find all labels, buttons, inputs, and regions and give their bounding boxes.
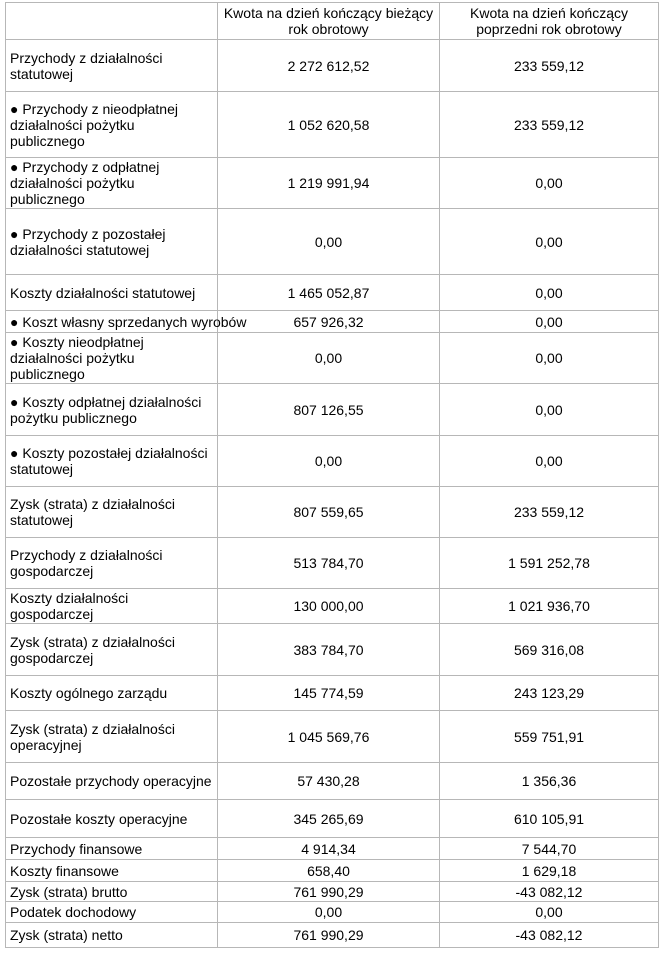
table-row	[6, 436, 659, 487]
row-label: Koszty działalności statutowej	[6, 275, 218, 311]
current-value: 2 272 612,52	[218, 40, 440, 92]
current-value: 0,00	[218, 333, 440, 384]
current-value: 657 926,32	[218, 311, 440, 333]
current-value: 1 219 991,94	[218, 158, 440, 209]
current-value: 4 914,34	[218, 838, 440, 860]
table-row	[6, 311, 659, 333]
row-label: ● Przychody z pozostałej działalności statutowej	[6, 209, 218, 275]
current-value: 57 430,28	[218, 763, 440, 800]
table-row	[6, 487, 659, 538]
previous-value: 1 356,36	[440, 763, 659, 800]
table-row	[6, 676, 659, 711]
header-current-year: Kwota na dzień kończący bieżący rok obrotowy	[218, 3, 440, 40]
table-row	[6, 275, 659, 311]
table-row	[6, 624, 659, 676]
previous-value: 0,00	[440, 436, 659, 487]
row-label: Koszty ogólnego zarządu	[6, 676, 218, 711]
current-value: 513 784,70	[218, 538, 440, 589]
row-label: ● Przychody z odpłatnej działalności pożytku publicznego	[6, 158, 218, 209]
current-value: 345 265,69	[218, 800, 440, 838]
row-label: ● Koszty nieodpłatnej działalności pożytku publicznego	[6, 333, 218, 384]
current-value: 761 990,29	[218, 882, 440, 902]
previous-value: 243 123,29	[440, 676, 659, 711]
previous-value: -43 082,12	[440, 882, 659, 902]
current-value: 807 126,55	[218, 384, 440, 436]
row-label: Podatek dochodowy	[6, 902, 218, 923]
row-label: Pozostałe przychody operacyjne	[6, 763, 218, 800]
row-label: Pozostałe koszty operacyjne	[6, 800, 218, 838]
table-row	[6, 40, 659, 92]
current-value: 130 000,00	[218, 589, 440, 624]
table-row	[6, 92, 659, 158]
table-row	[6, 902, 659, 923]
row-label: Zysk (strata) netto	[6, 923, 218, 948]
row-label: ● Przychody z nieodpłatnej działalności pożytku publicznego	[6, 92, 218, 158]
financial-statement-table	[5, 2, 659, 948]
previous-value: 0,00	[440, 333, 659, 384]
header-corner	[6, 3, 218, 40]
table-row	[6, 384, 659, 436]
table-row	[6, 838, 659, 860]
current-value: 383 784,70	[218, 624, 440, 676]
table-row	[6, 538, 659, 589]
current-value: 0,00	[218, 209, 440, 275]
table-row	[6, 589, 659, 624]
current-value: 1 465 052,87	[218, 275, 440, 311]
table-row	[6, 158, 659, 209]
previous-value: 1 629,18	[440, 860, 659, 882]
row-label: Zysk (strata) z działalności statutowej	[6, 487, 218, 538]
table-row	[6, 800, 659, 838]
previous-value: 7 544,70	[440, 838, 659, 860]
current-value: 0,00	[218, 902, 440, 923]
table-row	[6, 711, 659, 763]
current-value: 145 774,59	[218, 676, 440, 711]
previous-value: 559 751,91	[440, 711, 659, 763]
row-label: Koszty finansowe	[6, 860, 218, 882]
previous-value: 0,00	[440, 384, 659, 436]
row-label: Zysk (strata) brutto	[6, 882, 218, 902]
previous-value: 233 559,12	[440, 40, 659, 92]
current-value: 1 052 620,58	[218, 92, 440, 158]
previous-value: 0,00	[440, 311, 659, 333]
header-previous-year: Kwota na dzień kończący poprzedni rok obrotowy	[440, 3, 659, 40]
row-label: Przychody finansowe	[6, 838, 218, 860]
table-row	[6, 882, 659, 902]
table-row	[6, 923, 659, 948]
row-label: ● Koszty pozostałej działalności statutowej	[6, 436, 218, 487]
current-value: 0,00	[218, 436, 440, 487]
current-value: 658,40	[218, 860, 440, 882]
header-row	[6, 3, 659, 40]
previous-value: 233 559,12	[440, 92, 659, 158]
table-row	[6, 763, 659, 800]
row-label: ● Koszty odpłatnej działalności pożytku publicznego	[6, 384, 218, 436]
previous-value: 0,00	[440, 209, 659, 275]
previous-value: -43 082,12	[440, 923, 659, 948]
previous-value: 1 021 936,70	[440, 589, 659, 624]
current-value: 1 045 569,76	[218, 711, 440, 763]
previous-value: 233 559,12	[440, 487, 659, 538]
row-label: Przychody z działalności gospodarczej	[6, 538, 218, 589]
row-label: Przychody z działalności statutowej	[6, 40, 218, 92]
previous-value: 0,00	[440, 902, 659, 923]
table-row	[6, 209, 659, 275]
current-value: 807 559,65	[218, 487, 440, 538]
previous-value: 0,00	[440, 158, 659, 209]
row-label: ● Koszt własny sprzedanych wyrobów	[6, 311, 218, 333]
previous-value: 569 316,08	[440, 624, 659, 676]
row-label: Koszty działalności gospodarczej	[6, 589, 218, 624]
previous-value: 0,00	[440, 275, 659, 311]
row-label: Zysk (strata) z działalności gospodarczej	[6, 624, 218, 676]
row-label: Zysk (strata) z działalności operacyjnej	[6, 711, 218, 763]
current-value: 761 990,29	[218, 923, 440, 948]
previous-value: 1 591 252,78	[440, 538, 659, 589]
table-row	[6, 860, 659, 882]
table-row	[6, 333, 659, 384]
previous-value: 610 105,91	[440, 800, 659, 838]
